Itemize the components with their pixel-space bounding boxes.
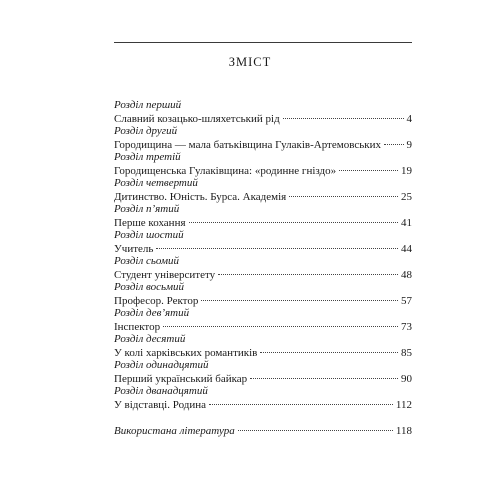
chapter-title: Професор. Ректор bbox=[114, 295, 199, 307]
dot-leader bbox=[339, 170, 398, 171]
page-number: 118 bbox=[395, 425, 412, 437]
toc-entry-12 bbox=[114, 385, 412, 419]
page-number: 57 bbox=[401, 295, 412, 307]
toc-entry-literature bbox=[114, 425, 412, 441]
dot-leader bbox=[163, 326, 398, 327]
page-number: 25 bbox=[401, 191, 412, 203]
dot-leader bbox=[156, 248, 398, 249]
dot-leader bbox=[289, 196, 398, 197]
toc-line bbox=[114, 425, 412, 438]
page-number: 48 bbox=[401, 269, 412, 281]
dot-leader bbox=[250, 378, 398, 379]
section-label: Розділ перший bbox=[114, 99, 182, 111]
top-rule bbox=[114, 42, 412, 43]
chapter-title: Городищенська Гулаківщина: «родинне гніздо» bbox=[114, 165, 337, 177]
toc-title: ЗМІСТ bbox=[228, 55, 272, 69]
section-label: Розділ другий bbox=[114, 125, 178, 137]
section-label: Розділ третій bbox=[114, 151, 181, 163]
section-label: Розділ дев’ятий bbox=[114, 307, 190, 319]
toc-line bbox=[114, 399, 412, 412]
dot-leader bbox=[209, 404, 393, 405]
page-number: 90 bbox=[401, 373, 412, 385]
page-number: 19 bbox=[401, 165, 412, 177]
page-number: 85 bbox=[401, 347, 412, 359]
literature-title: Використана література bbox=[114, 425, 235, 437]
dot-leader bbox=[260, 352, 398, 353]
chapter-title: Перше кохання bbox=[114, 217, 186, 229]
chapter-title: Дитинство. Юність. Бурса. Академія bbox=[114, 191, 287, 203]
section-label: Розділ п’ятий bbox=[114, 203, 180, 215]
page-number: 9 bbox=[406, 139, 412, 151]
dot-leader bbox=[283, 118, 404, 119]
page-number: 41 bbox=[401, 217, 412, 229]
section-label: Розділ сьомий bbox=[114, 255, 179, 267]
dot-leader bbox=[189, 222, 398, 223]
chapter-title: Городищина — мала батьківщина Гулаків-Артемовських bbox=[114, 139, 381, 151]
section-label: Розділ одинадцятий bbox=[114, 359, 209, 371]
section-label: Розділ восьмий bbox=[114, 281, 185, 293]
chapter-title: Інспектор bbox=[114, 321, 161, 333]
section-label: Розділ дванадцятий bbox=[114, 385, 208, 397]
dot-leader bbox=[218, 274, 398, 275]
page-number: 44 bbox=[401, 243, 412, 255]
page-number: 4 bbox=[406, 113, 412, 125]
chapter-title: У колі харківських романтиків bbox=[114, 347, 258, 359]
chapter-title: Учитель bbox=[114, 243, 154, 255]
page-number: 112 bbox=[395, 399, 412, 411]
chapter-title: Студент університету bbox=[114, 269, 216, 281]
page-number: 73 bbox=[401, 321, 412, 333]
section-label: Розділ шостий bbox=[114, 229, 184, 241]
chapter-title: Славний козацько-шляхетський рід bbox=[114, 113, 280, 125]
section-label: Розділ четвертий bbox=[114, 177, 198, 189]
dot-leader bbox=[201, 300, 398, 301]
dot-leader bbox=[238, 430, 393, 431]
dot-leader bbox=[384, 144, 404, 145]
chapter-title: Перший український байкар bbox=[114, 373, 248, 385]
section-label: Розділ десятий bbox=[114, 333, 186, 345]
chapter-title: У відставці. Родина bbox=[114, 399, 207, 411]
